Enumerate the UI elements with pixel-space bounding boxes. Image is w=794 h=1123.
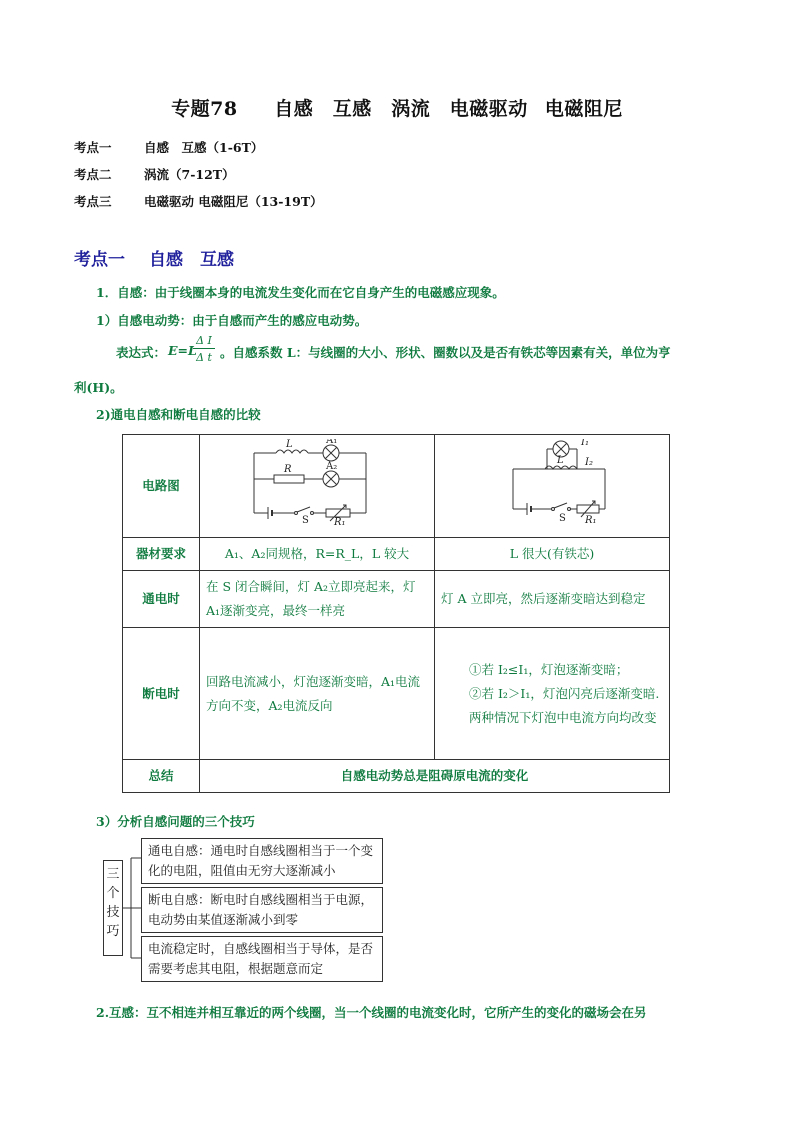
- tip-3: 电流稳定时，自感线圈相当于导体，是否需要考虑其电阻，根据题意而定: [141, 936, 383, 982]
- formula-lhs: E=L: [168, 343, 197, 358]
- table-row-power-on: [123, 571, 670, 628]
- paragraph-comparison-title: 2)通电自感和断电自感的比较: [96, 407, 261, 422]
- row-head: 断电时: [123, 628, 200, 760]
- summary-cell: 自感电动势总是阻碍原电流的变化: [200, 760, 670, 793]
- tip-2: 断电自感：断电时自感线圈相当于电源，电动势由某值逐渐减小到零: [141, 887, 383, 933]
- table-row-equipment: [123, 538, 670, 571]
- paragraph-self-induction: 1．自感：由于线圈本身的电流发生变化而在它自身产生的电磁感应现象。: [96, 285, 505, 300]
- cell-left: 回路电流减小，灯泡逐渐变暗，A₁电流方向不变，A₂电流反向: [200, 628, 435, 760]
- label-I2: I₂: [585, 457, 593, 468]
- circuit-svg-2: [441, 439, 663, 525]
- row-head: 器材要求: [123, 538, 200, 571]
- row-head: 通电时: [123, 571, 200, 628]
- label-I1: I₁: [581, 439, 589, 448]
- formula-numerator: Δ I: [193, 334, 215, 349]
- cell-left: A₁、A₂同规格，R=R_L，L 较大: [200, 538, 435, 571]
- section-text: 自感 互感: [149, 250, 234, 270]
- label-R: R: [284, 464, 292, 475]
- table-row-power-off: [123, 628, 670, 760]
- cell-left: 在 S 闭合瞬间，灯 A₂立即亮起来，灯 A₁逐渐变亮，最终一样亮: [200, 571, 435, 628]
- cell-right: L 很大(有铁芯): [435, 538, 670, 571]
- circuit-diagram-2: [435, 435, 670, 538]
- formula-description-cont: 利(H)。: [74, 380, 123, 395]
- formula-description: 。自感系数 L：与线圈的大小、形状、圈数以及是否有铁芯等因素有关，单位为亨: [220, 345, 671, 360]
- kaodian-2: [74, 165, 235, 183]
- paragraph-tips-title: 3）分析自感问题的三个技巧: [96, 814, 255, 829]
- formula-denominator: Δ t: [196, 351, 212, 364]
- kaodian-label: 考点三: [74, 194, 112, 209]
- cell-right: 灯 A 立即亮，然后逐渐变暗达到稳定: [435, 571, 670, 628]
- paragraph-emf: 1）自感电动势：由于自感而产生的感应电动势。: [96, 313, 368, 328]
- kaodian-1: [74, 138, 263, 156]
- cell-right: [435, 628, 670, 760]
- kaodian-text: 电磁驱动 电磁阻尼（13-19T）: [144, 194, 323, 209]
- section-heading: [74, 245, 234, 270]
- row-head: 电路图: [123, 435, 200, 538]
- table-row-summary: [123, 760, 670, 793]
- label-L: L: [286, 439, 293, 450]
- label-S2: S: [559, 513, 566, 524]
- label-L2: L: [557, 455, 564, 466]
- label-A1: A₁: [326, 439, 338, 446]
- kaodian-3: [74, 192, 323, 210]
- comparison-table: [122, 434, 670, 793]
- page-title: 专题78 自感 互感 涡流 电磁驱动 电磁阻尼: [171, 98, 623, 120]
- row-head: 总结: [123, 760, 200, 793]
- table-row-circuit: [123, 435, 670, 538]
- kaodian-text: 自感 互感（1-6T）: [144, 140, 264, 155]
- tips-root: 三个技巧: [103, 860, 123, 956]
- label-S: S: [302, 515, 309, 525]
- label-R1: R₁: [334, 517, 346, 525]
- case-1: ①若 I₂≤I₁，灯泡逐渐变暗；: [469, 661, 629, 677]
- kaodian-label: 考点一: [74, 140, 112, 155]
- paragraph-mutual-induction: 2.互感：互不相连并相互靠近的两个线圈，当一个线圈的电流变化时，它所产生的变化的磁场会在另: [96, 1005, 647, 1020]
- label-R1b: R₁: [585, 515, 597, 525]
- tip-1: 通电自感：通电时自感线圈相当于一个变化的电阻，阻值由无穷大逐渐减小: [141, 838, 383, 884]
- formula-lead: 表达式：: [116, 345, 167, 360]
- case-note: 两种情况下灯泡中电流方向均改变: [469, 709, 657, 725]
- section-label: 考点一: [74, 250, 125, 270]
- tips-connector: [123, 838, 143, 978]
- circuit-svg-1: [206, 439, 420, 525]
- label-A2: A₂: [326, 461, 338, 472]
- circuit-diagram-1: [200, 435, 435, 538]
- case-2: ②若 I₂＞I₁，灯泡闪亮后逐渐变暗.: [469, 685, 660, 701]
- kaodian-text: 涡流（7-12T）: [144, 167, 235, 182]
- kaodian-label: 考点二: [74, 167, 112, 182]
